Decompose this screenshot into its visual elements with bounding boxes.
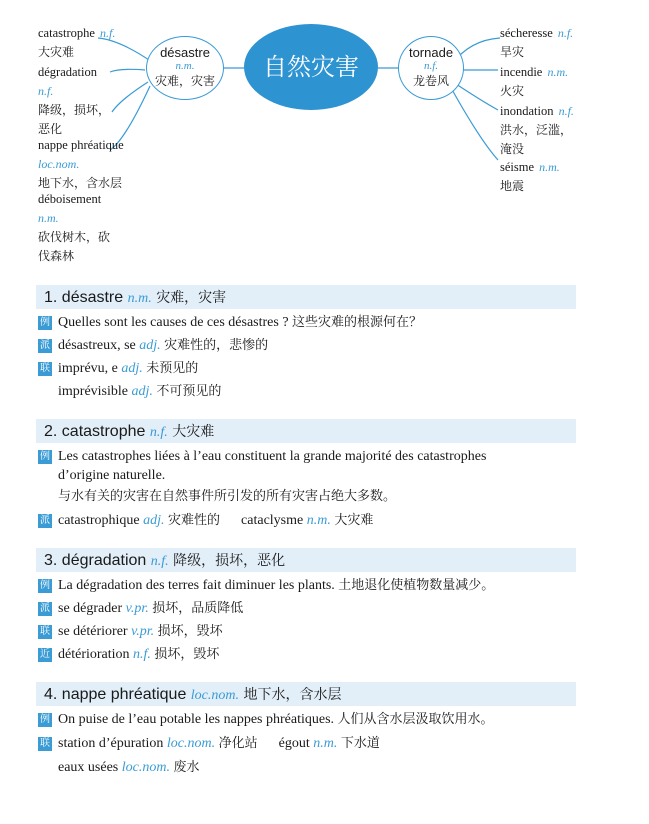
entry-word: 3. dégradation — [44, 552, 147, 569]
related-pos: loc.nom. — [121, 760, 170, 775]
section-title — [44, 287, 226, 307]
derivative-word: catastrophique — [58, 513, 140, 528]
example-zh: 与水有关的灾害在自然事件所引发的所有灾害占绝大多数。 — [58, 489, 397, 504]
mindmap-word: séisme — [500, 160, 535, 174]
section-title — [44, 684, 341, 704]
mindmap-word: déboisement — [38, 192, 102, 206]
bubble-zh: 灾难，灾害 — [154, 74, 215, 88]
example-line — [58, 447, 486, 466]
mindmap-zh: 大灾难 — [38, 45, 75, 59]
derivative-zh: 大灾难 — [334, 513, 374, 528]
bubble-pos: n.m. — [175, 60, 195, 72]
section-header-nappe-phreatique — [36, 682, 576, 706]
mindmap-word: nappe phréatique — [38, 138, 124, 152]
mindmap-pos: n.m. — [539, 160, 560, 174]
mindmap-pos: n.f. — [558, 104, 574, 118]
section-header-catastrophe — [36, 419, 576, 443]
related-pos: adj. — [121, 361, 143, 376]
synonym-tag: 近 — [40, 649, 50, 660]
mindmap-zh: 火灾 — [500, 84, 525, 98]
mindmap-zh: 淹没 — [500, 142, 525, 156]
entry-word: 2. catastrophe — [44, 423, 146, 440]
section-header-desastre — [36, 285, 576, 309]
related-pos: adj. — [131, 384, 153, 399]
mindmap-item-seisme — [500, 156, 610, 194]
example-tag: 例 — [40, 317, 50, 328]
mindmap-zh: 砍伐树木，砍 — [38, 230, 111, 244]
related-word: eaux usées — [58, 760, 119, 775]
mindmap-word: sécheresse — [500, 26, 553, 40]
related-tag: 联 — [40, 738, 50, 749]
derivative-zh: 灾难性的 — [168, 513, 221, 528]
entry-zh: 降级，损坏，恶化 — [173, 553, 286, 569]
synonym-word: détérioration — [58, 647, 130, 662]
synonym-pos: n.f. — [133, 647, 151, 662]
derivative-tag: 派 — [40, 603, 50, 614]
entry-word: 1. désastre — [44, 289, 124, 306]
derivative-line — [58, 599, 243, 618]
bubble-pos: n.f. — [423, 60, 439, 72]
example-fr: d’origine naturelle. — [58, 468, 166, 483]
example-line — [58, 313, 422, 332]
entry-zh: 大灾难 — [172, 424, 215, 440]
mindmap-item-inondation — [500, 100, 610, 157]
example-line — [58, 710, 494, 729]
related-tag: 联 — [40, 626, 50, 637]
related-word: imprévu, e — [58, 361, 118, 376]
mindmap-pos: loc.nom. — [38, 157, 80, 171]
mindmap-center — [244, 24, 378, 110]
related-pos: v.pr. — [131, 624, 155, 639]
entry-pos: n.f. — [150, 554, 169, 569]
mindmap-zh: 旱灾 — [500, 45, 525, 59]
derivative-line — [58, 336, 268, 355]
example-tag: 例 — [40, 580, 50, 591]
mindmap-bubble-tornade — [398, 36, 464, 100]
mindmap-pos: n.f. — [100, 26, 116, 40]
related-line — [58, 382, 221, 401]
example-fr: Les catastrophes liées à l’eau constituent la grande majorité des catastrophes — [58, 449, 487, 464]
mindmap-pos: n.f. — [38, 84, 54, 98]
section-title — [44, 550, 285, 570]
related-zh: 废水 — [173, 760, 200, 775]
related-pos: loc.nom. — [166, 736, 216, 751]
example-fr: Quelles sont les causes de ces désastres ? — [58, 315, 289, 330]
mindmap-pos: n.m. — [38, 211, 59, 225]
synonym-line — [58, 645, 219, 664]
example-tag: 例 — [40, 714, 50, 725]
related-word: station d’épuration — [58, 736, 164, 751]
related-zh: 净化站 — [218, 736, 258, 751]
derivative-tag: 派 — [40, 515, 50, 526]
synonym-zh: 损坏，毁坏 — [154, 647, 220, 662]
example-zh: 这些灾难的根源何在？ — [292, 315, 423, 330]
related-zh: 未预见的 — [146, 361, 199, 376]
mindmap-bubble-desastre — [146, 36, 224, 100]
section-header-degradation — [36, 548, 576, 572]
related-word: imprévisible — [58, 384, 128, 399]
mindmap-item-degradation — [38, 61, 148, 137]
example-zh: 人们从含水层汲取饮用水。 — [337, 712, 494, 727]
example-fr: On puise de l’eau potable les nappes phréatiques. — [58, 712, 335, 727]
entry-pos: n.m. — [127, 291, 152, 306]
related-line — [58, 622, 223, 641]
related-line — [58, 734, 380, 753]
example-tag: 例 — [40, 451, 50, 462]
derivative-pos: n.m. — [306, 513, 331, 528]
mindmap-zh: 伐森林 — [38, 249, 75, 263]
derivative-zh: 损坏，品质降低 — [152, 601, 244, 616]
derivative-word: se dégrader — [58, 601, 123, 616]
bubble-zh: 龙卷风 — [412, 74, 449, 88]
entry-pos: loc.nom. — [190, 688, 240, 703]
related-line — [58, 758, 200, 777]
example-line — [58, 576, 494, 595]
entry-zh: 地下水，含水层 — [243, 687, 342, 703]
mindmap-zh: 降级，损坏， — [38, 103, 111, 117]
derivative-line — [58, 511, 373, 530]
mindmap-item-nappe-phreatique — [38, 134, 158, 191]
mindmap-zh: 洪水，泛滥， — [500, 123, 573, 137]
example-line — [58, 466, 165, 485]
mindmap-item-incendie — [500, 61, 610, 99]
mindmap-zh: 地震 — [500, 179, 525, 193]
derivative-pos: adj. — [143, 513, 165, 528]
example-zh: 土地退化使植物数量减少。 — [338, 578, 495, 593]
related-word: égout — [278, 736, 310, 751]
mindmap-zh: 恶化 — [38, 122, 63, 136]
derivative-word: cataclysme — [241, 513, 304, 528]
related-zh: 损坏，毁坏 — [157, 624, 223, 639]
related-word: se détériorer — [58, 624, 128, 639]
mindmap-pos: n.f. — [557, 26, 574, 40]
entry-zh: 灾难，灾害 — [156, 290, 227, 306]
bubble-word: tornade — [408, 45, 454, 60]
entry-word: 4. nappe phréatique — [44, 686, 187, 703]
mindmap-item-deboisement — [38, 188, 148, 264]
mindmap-item-catastrophe — [38, 22, 148, 60]
mindmap-word: inondation — [500, 104, 554, 118]
example-fr: La dégradation des terres fait diminuer les plants. — [58, 578, 335, 593]
bubble-word: désastre — [160, 45, 210, 60]
center-title: 自然灾害 — [263, 53, 359, 81]
example-line — [58, 487, 396, 506]
related-pos: n.m. — [313, 736, 338, 751]
derivative-zh: 灾难性的，悲惨的 — [164, 338, 269, 353]
related-zh: 不可预见的 — [156, 384, 222, 399]
mindmap-item-secheresse — [500, 22, 610, 60]
related-zh: 下水道 — [340, 736, 380, 751]
entry-pos: n.f. — [149, 425, 168, 440]
derivative-pos: adj. — [139, 338, 161, 353]
related-tag: 联 — [40, 363, 50, 374]
derivative-tag: 派 — [40, 340, 50, 351]
mindmap-word: catastrophe — [38, 26, 95, 40]
related-line — [58, 359, 198, 378]
mindmap-zh: 地下水，含水层 — [38, 176, 123, 190]
section-title — [44, 421, 214, 441]
mindmap-word: dégradation — [38, 65, 98, 79]
derivative-pos: v.pr. — [125, 601, 149, 616]
mindmap-word: incendie — [500, 65, 543, 79]
mindmap-pos: n.m. — [547, 65, 569, 79]
derivative-word: désastreux, se — [58, 338, 136, 353]
